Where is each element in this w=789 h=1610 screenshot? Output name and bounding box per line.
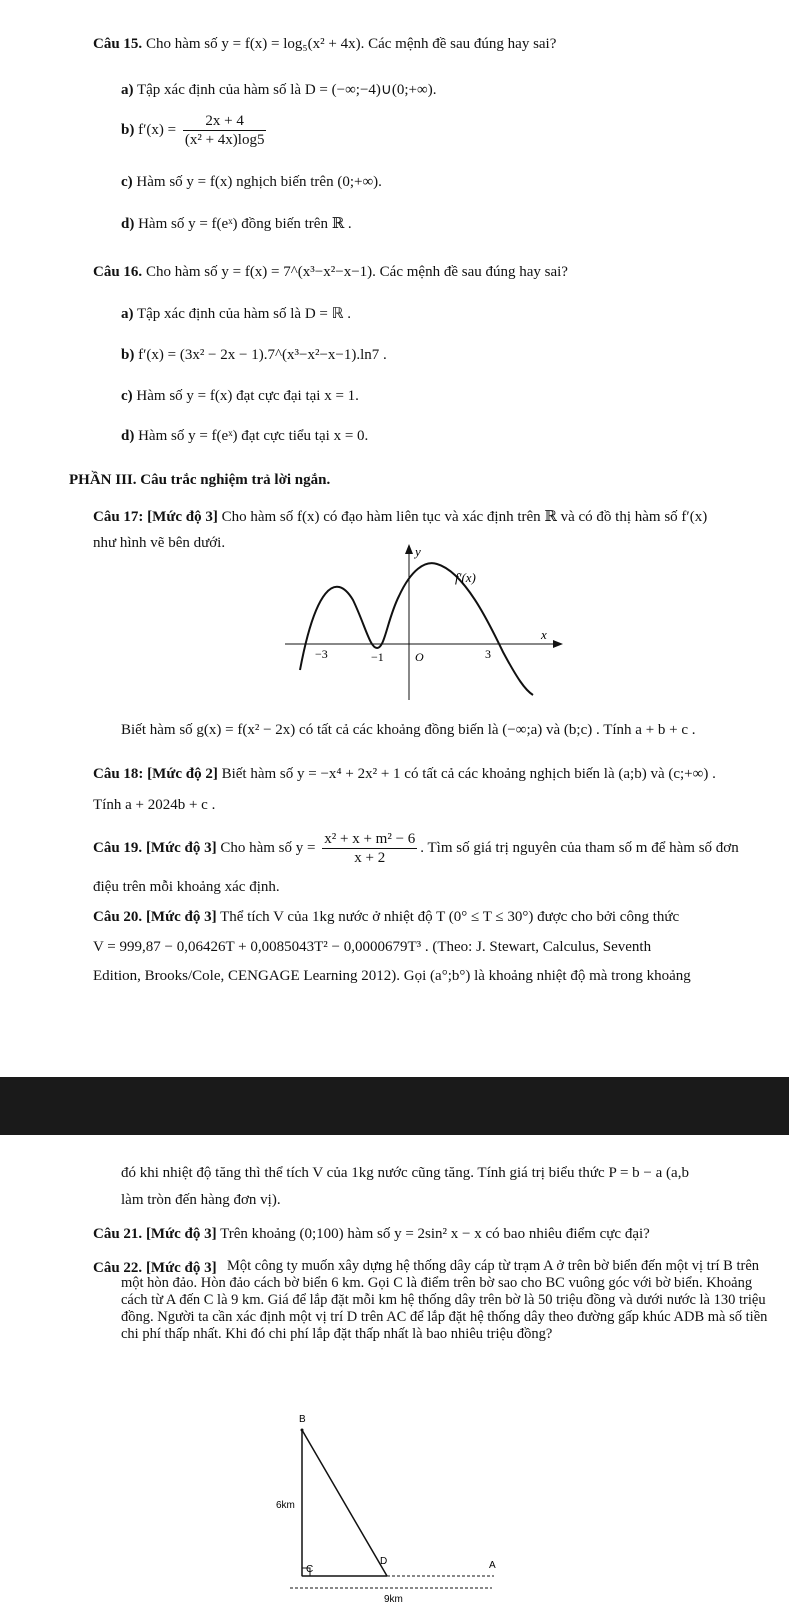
q16-b [121, 345, 387, 365]
q16-c-text2: đạt cực đại tại [236, 388, 321, 404]
q15-b-lhs: f′(x) = [138, 121, 177, 138]
label-bc: 6km [276, 1500, 295, 1511]
q21-text: Trên khoảng (0;100) hàm số y = 2sin² x − x có bao nhiêu điểm cực đại? [220, 1226, 650, 1242]
q21-title: Câu 21. [93, 1226, 143, 1242]
q15-c-text2: nghịch biến trên [236, 174, 334, 190]
tick-neg3: −3 [315, 647, 328, 661]
q16-stem-formula: y = f(x) = 7^(x³−x²−x−1) [221, 264, 373, 280]
tick-origin: O [415, 650, 424, 664]
q20-line4: đó khi nhiệt độ tăng thì thể tích V của 1kg nước cũng tăng. Tính giá trị biểu thức P = b − a (a,b [121, 1165, 689, 1181]
q16-c-label: c) [121, 388, 133, 404]
q16-d-text2: đạt cực tiểu tại [241, 428, 330, 444]
q16-d [121, 426, 368, 446]
label-ac: 9km [384, 1594, 403, 1605]
part3-heading: PHẦN III. Câu trắc nghiệm trả lời ngắn. [69, 472, 331, 488]
q19-numerator: x² + x + m² − 6 [324, 831, 416, 847]
q16-b-label: b) [121, 347, 135, 363]
q17-text1: Cho hàm số f(x) có đạo hàm liên tục và xác định trên ℝ và có đồ thị hàm số f′(x) [221, 509, 708, 525]
q15-d-label: d) [121, 216, 135, 232]
q16-c [121, 386, 359, 406]
q15-b-denominator: (x² + 4x)log5 [184, 132, 265, 148]
segment-bd [302, 1430, 387, 1576]
q18-title: Câu 18: [93, 766, 144, 782]
q16-d-formula: y = f(eˣ) [188, 428, 238, 444]
q15-d-text2: đồng biến trên ℝ . [241, 216, 352, 232]
q15-a-label: a) [121, 82, 134, 98]
q16-c-formula: y = f(x) [186, 388, 233, 404]
label-b: B [299, 1414, 306, 1425]
x-axis-arrow [553, 640, 563, 648]
q15-d-formula: y = f(eˣ) [188, 216, 238, 232]
label-a: A [489, 1560, 496, 1571]
q17-line2: như hình vẽ bên dưới. [93, 535, 226, 551]
label-c: C [306, 1564, 314, 1575]
q19-text-a: Cho hàm số y = [220, 839, 316, 856]
q15-title: Câu 15. [93, 36, 143, 52]
q17-derivative-graph [285, 540, 565, 700]
graph-x-label: x [541, 627, 547, 642]
q16-a-formula: D = ℝ . [304, 306, 352, 322]
tick-3: 3 [485, 647, 491, 661]
q16-d-label: d) [121, 428, 135, 444]
q15-d [121, 214, 352, 234]
q19-fraction [322, 830, 417, 867]
q16-a [121, 304, 351, 324]
q22-text: Một công ty muốn xây dựng hệ thống dây cáp từ trạm A ở trên bờ biển đến một vị trí B trên một hòn đảo. Hòn đảo cách bờ biển 6 km. Gọi C là điểm trên bờ sao cho BC vuông góc với bờ biển. Khoảng cách từ A đến C là 9 km. Giá để lắp đặt mỗi km hệ thống dây trên bờ là 50 triệu đồng và dưới nước là 130 triệu đồng. Người ta cần xác định một vị trí D trên AC để lắp đặt hệ thống dây theo đường gấp khúc ADB mà số tiền chi phí thấp nhất. Khi đó chi phí lắp đặt thấp nhất là bao nhiêu triệu đồng? [121, 1258, 768, 1342]
q15-stem [93, 34, 556, 54]
q15-c-formula: y = f(x) [186, 174, 233, 190]
q20-line5: làm tròn đến hàng đơn vị). [121, 1192, 281, 1208]
q20-level: [Mức độ 3] [145, 909, 217, 925]
q15-a [121, 80, 436, 100]
q16-a-text: Tập xác định của hàm số là [136, 306, 302, 322]
q21-level: [Mức độ 3] [145, 1226, 217, 1242]
q22-level: [Mức độ 3] [145, 1260, 217, 1276]
q18-line2: Tính a + 2024b + c . [93, 797, 216, 813]
q20-line2: V = 999,87 − 0,06426T + 0,0085043T² − 0,0000679T³ . (Theo: J. Stewart, Calculus, Seventh [93, 939, 652, 955]
q16-d-formula2: x = 0. [333, 428, 369, 444]
q19-text-b: . Tìm số giá trị nguyên của tham số m để hàm số đơn [420, 839, 739, 856]
y-axis-arrow [405, 544, 413, 554]
q15-c-text: Hàm số [136, 174, 183, 190]
q16-a-label: a) [121, 306, 134, 322]
graph-curve-label: f′(x) [455, 570, 476, 585]
q16-stem-text: Cho hàm số [145, 264, 218, 280]
q15-b-fraction [183, 112, 267, 149]
q19-line1 [93, 830, 739, 867]
q21-line [93, 1224, 650, 1244]
q16-stem [93, 262, 568, 282]
q20-title: Câu 20. [93, 909, 143, 925]
q20-text1: Thể tích V của 1kg nước ở nhiệt độ T (0° ≤ T ≤ 30°) được cho bởi công thức [220, 909, 680, 925]
q15-a-formula: D = (−∞;−4)∪(0;+∞). [304, 82, 437, 98]
q15-c-label: c) [121, 174, 133, 190]
q15-b-label: b) [121, 121, 135, 138]
q16-c-formula2: x = 1. [324, 388, 359, 404]
q17-line3: Biết hàm số g(x) = f(x² − 2x) có tất cả các khoảng đồng biến là (−∞;a) và (b;c) . Tính a + b + c . [121, 722, 696, 738]
q19-level: [Mức độ 3] [145, 839, 217, 856]
graph-y-label: y [415, 544, 421, 559]
q16-d-text: Hàm số [138, 428, 185, 444]
q15-b-numerator: 2x + 4 [183, 112, 267, 131]
q15-c-formula2: (0;+∞). [337, 174, 382, 190]
q18-level: [Mức độ 2] [147, 766, 218, 782]
q15-d-text: Hàm số [138, 216, 185, 232]
q17-level: [Mức độ 3] [147, 509, 218, 525]
q18-text1: Biết hàm số y = −x⁴ + 2x² + 1 có tất cả các khoảng nghịch biến là (a;b) và (c;+∞) . [221, 766, 716, 782]
point-b [301, 1429, 304, 1432]
q15-b [121, 112, 269, 149]
derivative-curve [300, 563, 533, 695]
q19-denominator: x + 2 [354, 850, 386, 866]
q15-c [121, 172, 382, 192]
q20-line1 [93, 907, 679, 927]
q15-stem-text: Cho hàm số [145, 36, 218, 52]
q19-line2: điệu trên mỗi khoảng xác định. [93, 879, 280, 895]
label-d: D [380, 1556, 388, 1567]
q15-stem-formula: y = f(x) = log₅(x² + 4x) [221, 36, 361, 52]
q16-title: Câu 16. [93, 264, 143, 280]
q17-title: Câu 17: [93, 509, 144, 525]
q16-b-formula: f′(x) = (3x² − 2x − 1).7^(x³−x²−x−1).ln7 . [138, 347, 387, 363]
q18-line1 [93, 764, 716, 784]
q15-a-text: Tập xác định của hàm số là [136, 82, 302, 98]
q16-stem-text2: . Các mệnh đề sau đúng hay sai? [372, 264, 568, 280]
q22-title: Câu 22. [93, 1260, 143, 1276]
q17-line1 [93, 507, 707, 527]
tick-neg1: −1 [371, 650, 384, 664]
q15-stem-text2: . Các mệnh đề sau đúng hay sai? [360, 36, 557, 52]
black-redaction-band [0, 1077, 789, 1135]
q20-line3: Edition, Brooks/Cole, CENGAGE Learning 2012). Gọi (a°;b°) là khoảng nhiệt độ mà trong khoảng [93, 968, 691, 984]
q19-title: Câu 19. [93, 839, 143, 856]
q22-figure [262, 1388, 502, 1605]
q16-c-text: Hàm số [136, 388, 183, 404]
